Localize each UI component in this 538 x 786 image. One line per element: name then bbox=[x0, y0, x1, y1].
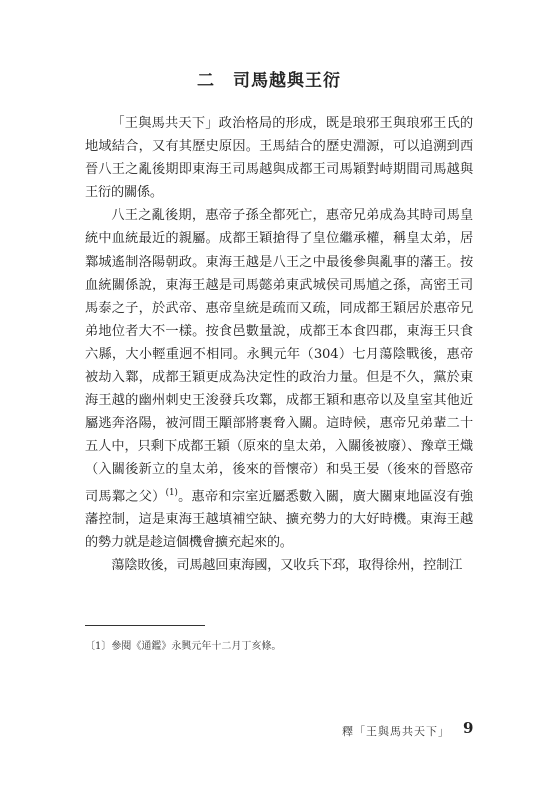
paragraph-3: 蕩陰敗後，司馬越回東海國，又收兵下邳，取得徐州，控制江 bbox=[111, 558, 463, 574]
paragraph-2-continued: 。惠帝和宗室近屬悉數入關，廣大關東地區沒有強藩控制，這是東海王越填補空缺、擴充勢力的大好時機。東海王越的勢力就是趁這個機會擴充起來的。 bbox=[85, 488, 473, 551]
paragraph-1: 「王與馬共天下」政治格局的形成，既是琅邪王與琅邪王氏的地域結合，又有其歷史原因。王馬結合的歷史淵源，可以追溯到西晉八王之亂後期即東海王司馬越與成都王司馬穎對峙期間司馬越與王衍的關係。 bbox=[85, 116, 473, 201]
section-heading: 二 司馬越與王衍 bbox=[197, 71, 341, 91]
body-text bbox=[85, 112, 473, 577]
footnote-marker: (1) bbox=[165, 487, 178, 498]
footnote: 〔1〕參閱《通鑑》永興元年十二月丁亥條。 bbox=[85, 641, 282, 652]
running-head: 釋「王與馬共天下」 bbox=[342, 725, 450, 738]
page-number: 9 bbox=[463, 719, 474, 737]
paragraph-2-text: 八王之亂後期，惠帝子孫全都死亡，惠帝兄弟成為其時司馬皇統中血統最近的親屬。成都王穎搶得了皇位繼承權，稱皇太弟，居鄴城遙制洛陽朝政。東海王越是八王之中最後參與亂事的藩王。按血統關係說，東海王越是司馬懿弟東武城侯司馬馗之孫，高密王司馬泰之子，於武帝、惠帝皇統是疏而又疏，同成都王穎居於惠帝兄弟地位者大不一樣。按食邑數量說，成都王本食四郡，東海王只食六縣，大小輕重迥不相同。永興元年（304）七月蕩陰戰後，惠帝被劫入鄴，成都王穎更成為決定性的政治力量。但是不久，黨於東海王越的幽州刺史王浚發兵攻鄴，成都王穎和惠帝以及皇室其他近屬逃奔洛陽，被河間王顒部將裹脅入關。這時候，惠帝兄弟輩二十五人中，只剩下成都王穎（原來的皇太弟，入關後被廢）、豫章王熾（入關後新立的皇太弟，後來的晉懷帝）和吳王晏（後來的晉愍帝司馬鄴之父） bbox=[85, 208, 473, 504]
paragraph-2 bbox=[85, 204, 473, 554]
footnote-divider bbox=[85, 625, 205, 626]
